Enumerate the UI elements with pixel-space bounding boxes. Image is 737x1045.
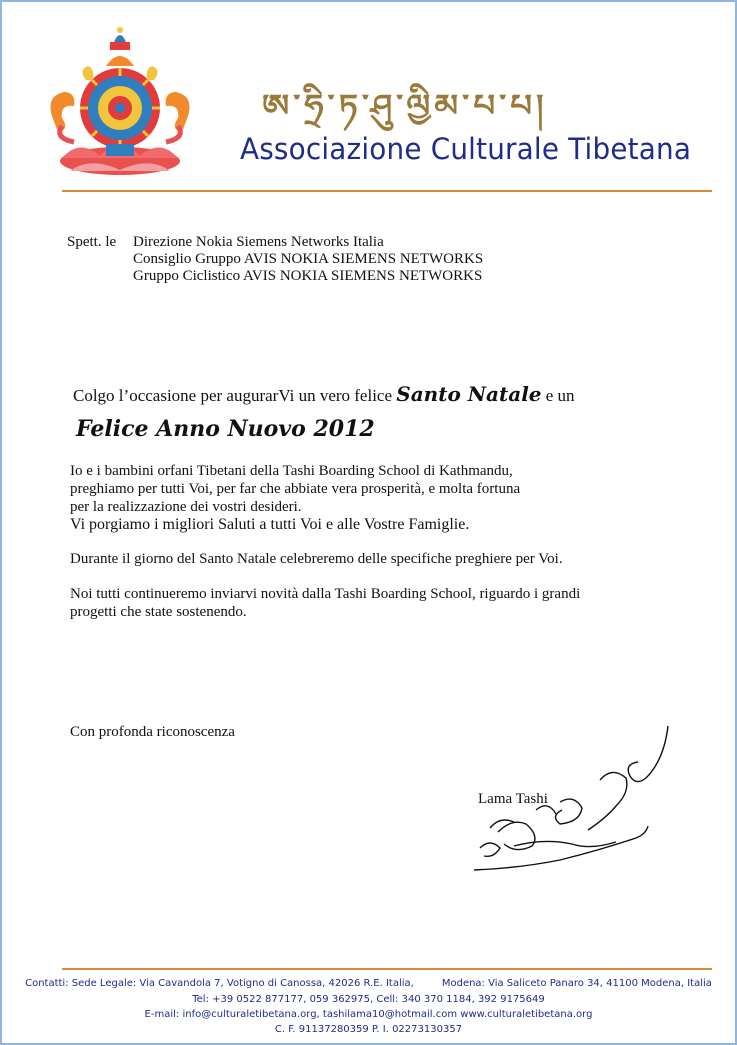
footer-legal-address: Contatti: Sede Legale: Via Cavandola 7, Votigno di Canossa, 42026 R.E. Italia, <box>25 978 414 989</box>
footer-modena-address: Modena: Via Saliceto Panaro 34, 41100 Modena, Italia <box>441 978 712 989</box>
tibetan-heading: ཨ་ཧྲི་ཏ་ཤུ་ལྱིམ་པ་པ། <box>262 87 548 124</box>
paragraph-line: Io e i bambini orfani Tibetani della Tashi Boarding School di Kathmandu, <box>70 463 513 479</box>
paragraph-line: per la realizzazione dei vostri desideri. <box>70 499 302 515</box>
dharma-wheel-logo <box>40 26 200 186</box>
recipient-line: Gruppo Ciclistico AVIS NOKIA SIEMENS NETWORKS <box>133 268 483 284</box>
greeting-text: Colgo l’occasione per augurarVi un vero felice <box>73 386 397 405</box>
paragraph-line: preghiamo per tutti Voi, per far che abbiate vera prosperità, e molta fortuna <box>70 481 521 497</box>
paragraph-line: Vi porgiamo i migliori Saluti a tutti Voi e alle Vostre Famiglie. <box>70 516 470 533</box>
recipient-line: Consiglio Gruppo AVIS NOKIA SIEMENS NETWORKS <box>133 251 484 267</box>
closing-text: Con profonda riconoscenza <box>70 724 235 740</box>
handwritten-signature <box>440 720 670 880</box>
organization-name: Associazione Culturale Tibetana <box>240 132 692 166</box>
paragraph-line: progetti che state sostenendo. <box>70 604 247 620</box>
greeting-end: e un <box>541 386 575 405</box>
paragraph-1 <box>70 462 520 534</box>
header-divider <box>62 190 712 192</box>
paragraph-line: Noi tutti continueremo inviarvi novità dalla Tashi Boarding School, riguardo i grandi <box>70 586 581 602</box>
recipient-label: Spett. le <box>67 234 117 250</box>
greeting-script: Santo Natale <box>396 382 542 406</box>
recipient-line: Direzione Nokia Siemens Networks Italia <box>133 234 384 250</box>
footer-divider <box>62 968 712 970</box>
footer-tax-ids: C. F. 91137280359 P. I. 02273130357 <box>274 1024 463 1035</box>
paragraph-3 <box>70 585 580 621</box>
signatory-name: Lama Tashi <box>478 791 548 807</box>
footer-phones: Tel: +39 0522 877177, 059 362975, Cell: 340 370 1184, 392 9175649 <box>192 994 545 1005</box>
footer-contacts: E-mail: info@culturaletibetana.org, tashilama10@hotmail.com www.culturaletibetana.org <box>144 1009 593 1020</box>
new-year-wish: Felice Anno Nuovo 2012 <box>76 416 375 442</box>
recipient-address <box>133 234 483 285</box>
greeting-line <box>73 382 575 406</box>
footer-addresses <box>0 978 737 989</box>
paragraph-2: Durante il giorno del Santo Natale celebreremo delle specifiche preghiere per Voi. <box>70 551 563 567</box>
